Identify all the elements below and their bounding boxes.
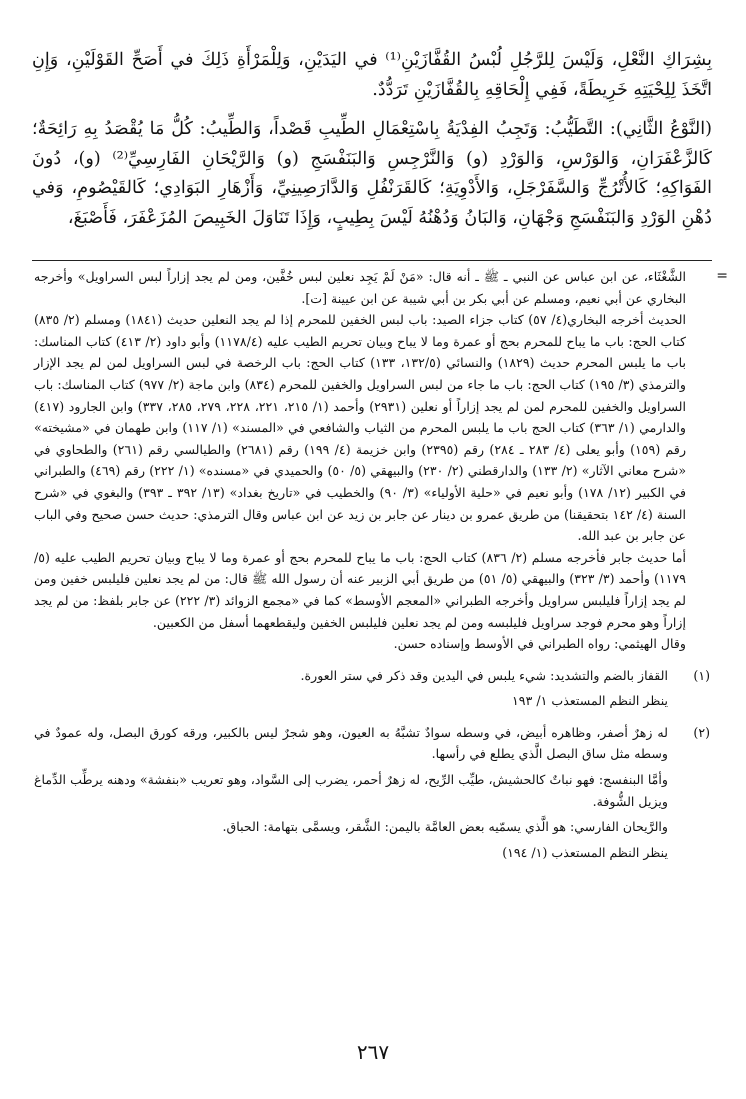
footnote-1-line-2: ينظر النظم المستعذب ١/ ١٩٣: [512, 693, 668, 709]
footnote-cont-paragraph-2: الحديث أخرجه البخاري(٤/ ٥٧) كتاب جزاء الصيد: باب لبس الخفين للمحرم إذا لم يجد النعلين حديث (١٨٤١) ومسلم (٢/ ٨٣٥) كتاب الحج: باب ما يباح للمحرم بحج أو عمرة وما لا يباح وبيان تحريم الطيب عليه (١١٧٨/٤) وأبو داود (٢/ ٤١٣) كتاب المناسك: باب ما يلبس المحرم حديث (١٨٢٩) والنسائي (١٣٢/٥، ١٣٣) كتاب الحج: باب الرخصة في لبس السراويل لمن لم يجد الإزار والترمذي (٣/ ١٩٥) كتاب الحج: باب ما جاء من لبس السراويل والخفين للمحرم (٨٣٤) وابن ماجة (٢/ ٩٧٧) كتاب المناسك: باب السراويل والخفين للمحرم لمن لم يجد إزاراً أو نعلين (٢٩٣١) وأحمد (١/ ٢١٥، ٢٢١، ٢٢٨، ٢٧٩، ٢٨٥، ٣٣٧) وابن الجارود (٤١٧) والدارمي (١/ ٣٦٣) كتاب الحج باب ما يلبس المحرم من الثياب والشافعي في «المسند» (١/ ١١٧) وابن طهمان في «مشيخته» رقم (١٥٩) وأبو يعلى (٤/ ٢٨٣ ـ ٢٨٤) رقم (٢٣٩٥) وابن خزيمة (٤/ ١٩٩) رقم (٢٦٨١) والطيالسي رقم (٢٦١) والطحاوي في «شرح معاني الآثار» (٢/ ١٣٣) والدارقطني (٢/ ٢٣٠) والبيهقي (٥/ ٥٠) والحميدي في «مسنده» (١/ ٢٢٢) رقم (٤٦٩) والطبراني في الكبير (١٢/ ١٧٨) وأبو نعيم في «حلية الأولياء» (٣/ ٩٠) والخطيب في «تاريخ بغداد» (١٣/ ٣٩٢ ـ ٣٩٣) والبغوي في «شرح السنة (٤/ ١٤٢ بتحقيقنا) من طريق عمرو بن دينار عن جابر بن زيد عن ابن عباس وقال الترمذي: حديث حسن صحيح وفي الباب عن جابر بن عبد الله.: [34, 312, 687, 544]
footnote-cont-paragraph-3: أما حديث جابر فأخرجه مسلم (٢/ ٨٣٦) كتاب الحج: باب ما يباح للمحرم بحج أو عمرة وما لا يباح وبيان تحريم الطيب عليه (٥/ ١١٧٩) وأحمد (٣/ ٣٢٣) والبيهقي (٥/ ٥١) من طريق أبي الزبير عنه أن رسول الله ﷺ قال: من لم يجد نعلين فليلبس خفين ومن لم يجد إزاراً فليلبس سراويل وأخرجه الطبراني «المعجم الأوسط» كما في «مجمع الزوائد (٣/ ٢٢٢) عن جابر بلفظ: من لم يجد إزاراً وهو محرم فوجد سراويل فليلبسه ومن لم يجد نعلين فليلبس الخفين وليقطعهما أسفل من الكعبين.: [34, 549, 687, 630]
footnote-1-line-1: القفاز بالضم والتشديد: شيء يلبس في اليدين وقد ذكر في ستر العورة.: [300, 667, 668, 683]
footnote-2-line-2: وأمَّا البنفسج: فهو نباتٌ كالحشيش، طيِّب الرِّيح، له زهرٌ أحمر، يضرب إلى السَّواد، وهو تعريب «بنفشة» ودهنه يرطِّب الدِّماغ ويزيل الشُّوفة.: [34, 772, 668, 809]
footnote-2-line-1: له زهرٌ أصفر، وظاهره أبيض، في وسطه سوادٌ تشبَّهُ به العيون، وهو شجرٌ ليس بالكبير، ورقه كورق البصل، وله عمودٌ في وسطه مثل ساق البصل الَّذي يطلع في رأسها.: [34, 724, 668, 762]
footnote-cont-paragraph-1: الشَّغْثَاء، عن ابن عباس عن النبي ـ ﷺ ـ أنه قال: «مَنْ لَمْ يَجِد نعلين لبس خُفَّين، ومن لم يجد إزاراً لبس السراويل» وأخرجه البخاري عن أبي نعيم، ومسلم عن أبي بكر بن أبي شيبة عن ابن عيينة [ت].: [34, 269, 686, 306]
footnote-2: [34, 722, 710, 864]
footnote-2-line-3: والرَّيحان الفارسي: هو الَّذي يسمّيه بعض العامَّة باليمن: الشَّقر، ويسمَّى بتهامة: الحباق.: [222, 819, 668, 835]
footnote-2-number: (٢): [693, 724, 710, 740]
main-paragraph-1: بِشِرَاكِ النَّعْلِ، وَلَيْسَ لِلرَّجُلِ لُبْسُ القُفَّازَيْنِ⁽¹⁾ في اليَدَيْنِ، وَلِلْمَرْأَةِ ذَلِكَ في أَصَحِّ القَوْلَيْنِ، وَإِنِ اتَّخَذَ لِلِحْيَتِهِ خَرِيطَةً، فَفِي إِلْحَاقِهِ بِالقُفَّازَيْنِ تَرَدُّدٌ.: [32, 50, 712, 100]
continuation-mark: =: [716, 268, 728, 284]
main-paragraph-2: (النَّوْعُ الثَّانِي): التَّطَيُّبُ: وَتَجِبُ الفِدْيَةُ بِاسْتِعْمَالِ الطِّيبِ قَصْداً، وَالطِّيبُ: كُلُّ مَا يُقْصَدُ بِهِ رَائِحَةٌ؛ كَالزَّعْفَرَانِ، وَالوَرْسِ، وَالوَرْدِ (و) وَالنَّرْجِسِ وَالبَنَفْسَجِ (و) وَالرَّيْحَانِ الفَارِسِيِّ⁽²⁾ (و)، دُونَ الفَوَاكِهِ؛ كَالأُتْرُجِّ وَالسَّفَرْجَلِ، وَالأَدْوِيَةِ؛ كَالقَرَنْفُلِ وَالدَّارَصِينِيِّ، وَأَزْهَارِ البَوَادِي؛ كَالقَيْصُومِ، وَفي دُهْنِ الوَرْدِ وَالبَنَفْسَجِ وَجْهَانِ، وَالبَانُ وَدُهْنُهُ لَيْسَ بِطِيبٍ، وَإِذَا تَنَاوَلَ الخَبِيصَ المُزَعْفَرَ، فَأَصْبَغَ،: [32, 119, 712, 228]
footnote-continuation: [34, 266, 728, 655]
footnote-separator: [32, 260, 712, 261]
footnote-2-line-4: ينظر النظم المستعذب (١/ ١٩٤): [502, 844, 668, 860]
footnote-1: [34, 665, 710, 712]
footnote-1-number: (١): [693, 667, 710, 683]
footnote-cont-paragraph-4: وقال الهيثمي: رواه الطبراني في الأوسط وإسناده حسن.: [393, 636, 686, 652]
main-text: [32, 46, 712, 234]
footnotes: [34, 266, 728, 863]
page-number: ٢٦٧: [356, 1040, 390, 1064]
